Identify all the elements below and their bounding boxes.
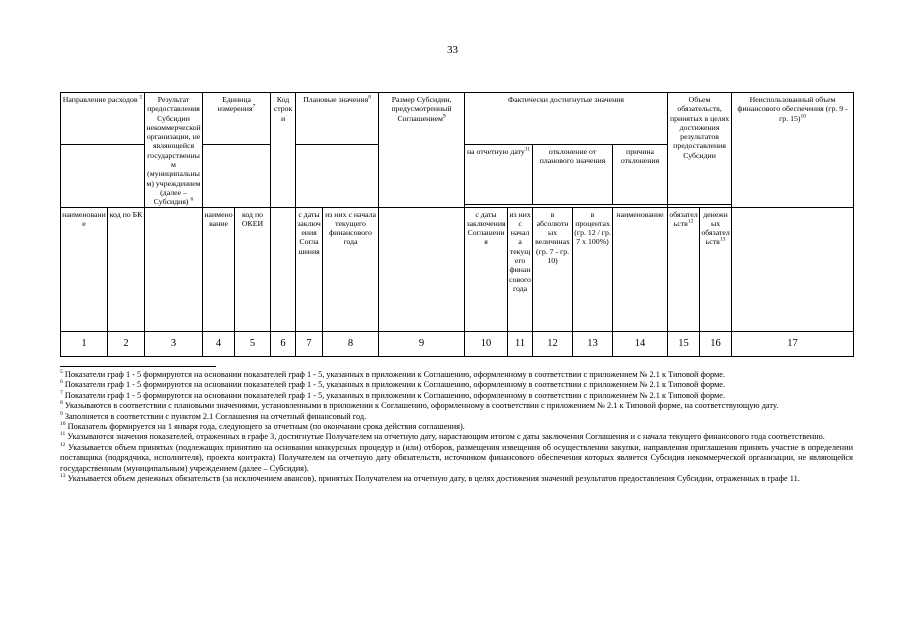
header-rezultat: Результат предоставления Субсидии некоммерческой организации, не являющейся государственным (муниципальным) учреждением (далее – Субсидия) $^6$: [145, 93, 203, 208]
footnote-text: Показатели граф 1 - 5 формируются на основании показателей граф 1 - 5, указанных в приложении к Соглашению, оформленному в соответствии с приложением № 2.1 к Типовой форме.: [64, 380, 726, 390]
header-iz-nih-fact: из них с начала текущего финансового года: [508, 207, 533, 331]
header-v-absolyutnyh: в абсолютных величинах (гр. 7 - гр. 10): [533, 207, 573, 331]
column-number: 17: [732, 331, 854, 356]
header-kod-po-bk: код по БК: [108, 207, 145, 331]
footnote: [60, 370, 853, 380]
footnote-text: Указывается объем денежных обязательств (за исключением авансов), принятых Получателем на отчетную дату, в целях достижения значений результатов предоставления Субсидии, отраженных в графе 11.: [67, 474, 800, 484]
column-number: 15: [668, 331, 700, 356]
footnote-mark: 10: [60, 421, 66, 428]
column-number: 11: [508, 331, 533, 356]
footnote: [60, 412, 853, 422]
column-number: 13: [573, 331, 613, 356]
header-kod-stroki-cont: [271, 207, 296, 331]
header-na-otchetnuyu: на отчетную дату$^{11}$: [465, 145, 533, 205]
footnote-text: Показатели граф 1 - 5 формируются на основании показателей граф 1 - 5, указанных в приложении к Соглашению, оформленному в соответствии с приложением № 2.1 к Типовой форме.: [64, 390, 726, 400]
header-neispolzovanny-cont: [732, 207, 854, 331]
footnote: [60, 432, 853, 442]
header-empty-3: [296, 145, 379, 208]
header-kod-stroki: Код строки: [271, 93, 296, 208]
header-naimenovanie-ed: наименование: [203, 207, 235, 331]
column-number: 16: [700, 331, 732, 356]
header-otklonenie: отклонение от планового значения: [533, 145, 613, 205]
footnote-mark: 6: [60, 379, 63, 386]
footnote-text: Указываются в соответствии с плановыми значениями, установленными в приложении к Соглашению, оформленному в соответствии с приложением № 2.1 к Типовой форме, на соответствующую дату.: [64, 401, 779, 411]
header-obem: Объем обязательств, принятых в целях достижения результатов предоставления Субсидии: [668, 93, 732, 205]
footnote: [60, 391, 853, 401]
footnote-text: Указывается объем принятых (подлежащих принятию на основании конкурсных процедур и (или) отборов, размещения извещения об осуществлении закупки, направления приглашения принять участие в определении поставщика (подрядчика, исполнителя), проекта контракта) Получателем на отчетную дату обязательств, источником финансового обеспечения которых является Субсидия некоммерческой организации, не являющейся государственным (муниципальным) учреждением (далее – Субсидия).: [60, 442, 854, 473]
header-s-daty-fact: с даты заключения Соглашения: [465, 207, 508, 331]
footnote-mark: 5: [60, 369, 63, 376]
header-planovye: Плановые значения$^8$: [296, 93, 379, 145]
footnote-mark: 13: [60, 473, 66, 480]
footnote-mark: 9: [60, 410, 63, 417]
footnote-text: Показатели граф 1 - 5 формируются на основании показателей граф 1 - 5, указанных в приложении к Соглашению, оформленному в соответствии с приложением № 2.1 к Типовой форме.: [64, 370, 726, 379]
header-v-protsentah: в процентах (гр. 12 / гр. 7 x 100%): [573, 207, 613, 331]
column-number: 9: [379, 331, 465, 356]
footnote-text: Заполняется в соответствии с пунктом 2.1 Соглашения на отчетный финансовый год.: [64, 411, 367, 421]
column-number: 5: [235, 331, 271, 356]
header-razmer-cont: [379, 207, 465, 331]
header-empty-2: [203, 145, 271, 208]
header-rezultat-cont: [145, 207, 203, 331]
header-neispolzovanny: Неиспользованный объем финансового обеспечения (гр. 9 - гр. 15)$^{10}$: [732, 93, 854, 208]
footnote-text: Показатель формируется на 1 января года, следующего за отчетным (по окончании срока действия соглашения).: [67, 422, 465, 432]
header-razmer: Размер Субсидии, предусмотренный Соглашением$^9$: [379, 93, 465, 208]
report-table: [60, 92, 854, 357]
header-s-daty-plan: с даты заключения Соглашения: [296, 207, 323, 331]
header-edinitsa: Единица измерения$^7$: [203, 93, 271, 145]
footnote-mark: 7: [60, 390, 63, 397]
footnote: [60, 474, 853, 484]
header-prichina: причина отклонения: [613, 145, 668, 205]
column-number: 10: [465, 331, 508, 356]
footnote-separator: [60, 366, 216, 367]
column-number: 4: [203, 331, 235, 356]
header-napravlenie: Направление расходов $^5$: [61, 93, 145, 145]
column-number: 3: [145, 331, 203, 356]
footnote: [60, 443, 853, 474]
header-empty-1: [61, 145, 145, 208]
header-obyazatelstv: обязательств$^{12}$: [668, 207, 700, 331]
header-denezhnyh: денежных обязательств$^{13}$: [700, 207, 732, 331]
page-number: 33: [447, 44, 458, 56]
column-number: 14: [613, 331, 668, 356]
column-number: 7: [296, 331, 323, 356]
footnote-mark: 8: [60, 400, 63, 407]
header-naimenovanie: наименование: [61, 207, 108, 331]
header-kod-po-okei: код по ОКЕИ: [235, 207, 271, 331]
footnote: [60, 401, 853, 411]
column-number: 2: [108, 331, 145, 356]
column-number: 6: [271, 331, 296, 356]
column-number: 12: [533, 331, 573, 356]
column-number: 1: [61, 331, 108, 356]
header-iz-nih-plan: из них с начала текущего финансового года: [323, 207, 379, 331]
footnote: [60, 422, 853, 432]
header-naimenovanie-prich: наименование: [613, 207, 668, 331]
header-fakticheski: Фактически достигнутые значения: [465, 93, 668, 145]
footnote-text: Указываются значения показателей, отраженных в графе 3, достигнутые Получателем на отчетную дату, нарастающим итогом с даты заключения Соглашения и с начала текущего финансового года соответственно.: [67, 432, 825, 442]
footnotes: [60, 370, 853, 484]
footnote-mark: 11: [60, 431, 66, 438]
column-number: 8: [323, 331, 379, 356]
footnote: [60, 380, 853, 390]
column-numbers-row: [61, 331, 854, 356]
footnote-mark: 12: [60, 442, 66, 449]
